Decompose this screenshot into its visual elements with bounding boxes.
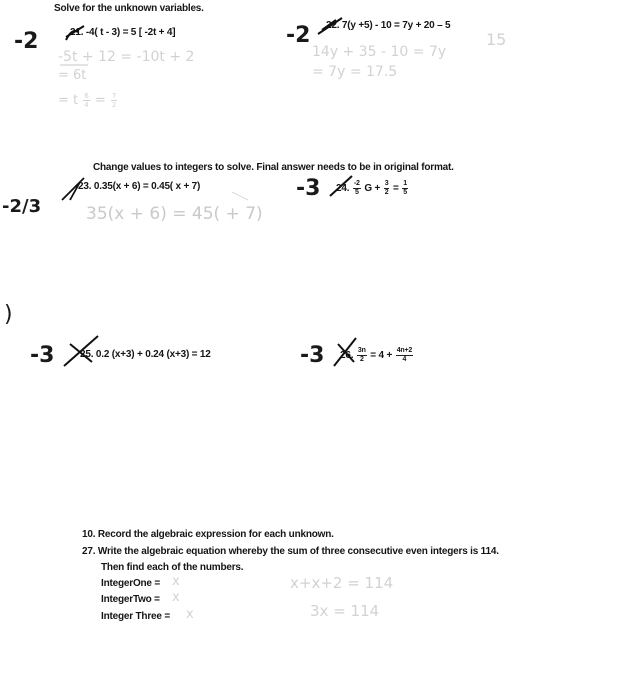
work-line: = 6t bbox=[58, 68, 87, 83]
faint-fraction: $\frac{7}{2}$ bbox=[111, 92, 117, 109]
strike-mark bbox=[330, 176, 352, 196]
fraction: $\frac{3}{2}$ bbox=[384, 180, 389, 196]
section-number: 10. bbox=[82, 529, 96, 540]
work-text: = t bbox=[58, 93, 79, 108]
work-line: = 7y = 17.5 bbox=[312, 64, 398, 80]
score-mark-23: -2/3 bbox=[2, 196, 42, 217]
fraction: $\frac{-2}{5}$ bbox=[353, 180, 360, 196]
operator: = bbox=[393, 183, 399, 195]
equation: -4( t - 3) = 5 [ -2t + 4] bbox=[85, 27, 176, 38]
score-mark-22: -2 bbox=[286, 23, 311, 48]
strike-mark bbox=[318, 18, 342, 34]
work-line: = t $\frac{6}{4}$ = $\frac{7}{2}$ bbox=[58, 92, 117, 109]
section-instruction: Change values to integers to solve. Final answer needs to be in original format. bbox=[93, 162, 454, 173]
work-line: 35(x + 6) = 45( + 7) bbox=[86, 204, 263, 224]
margin-work: 15 bbox=[486, 30, 507, 49]
faint-stroke bbox=[232, 192, 248, 200]
score-mark-21: -2 bbox=[14, 29, 39, 54]
strike-mark bbox=[62, 178, 84, 200]
integer-two-answer: x bbox=[172, 590, 180, 605]
faint-work: x+x+2 = 114 bbox=[290, 574, 394, 592]
fraction: $\frac{3n}{2}$ bbox=[357, 347, 366, 363]
fraction: $\frac{4n+2}{4}$ bbox=[396, 347, 413, 363]
problem-number: 25. bbox=[80, 349, 94, 360]
equation-middle: = 4 + bbox=[370, 350, 393, 362]
integer-two-label: IntegerTwo = bbox=[101, 594, 160, 605]
worksheet-title: Solve for the unknown variables. bbox=[54, 3, 204, 14]
faint-fraction: $\frac{6}{4}$ bbox=[84, 92, 89, 109]
equation: 7(y +5) - 10 = 7y + 20 – 5 bbox=[341, 20, 451, 31]
score-mark-26: -3 bbox=[300, 343, 325, 368]
question-27: 27. Write the algebraic equation whereby the sum of three consecutive even integers is 114. bbox=[82, 546, 499, 557]
fraction: $\frac{1}{5}$ bbox=[403, 180, 407, 196]
equation: 0.2 (x+3) + 0.24 (x+3) = 12 bbox=[95, 349, 211, 360]
problem-number: 21. bbox=[70, 27, 84, 38]
section-instruction: Record the algebraic expression for each unknown. bbox=[97, 529, 334, 540]
strike-mark bbox=[64, 336, 98, 366]
work-line: 14y + 35 - 10 = 7y bbox=[312, 44, 447, 60]
integer-three-label: Integer Three = bbox=[101, 611, 170, 622]
integer-three-answer: x bbox=[186, 607, 194, 622]
variable: G bbox=[364, 183, 372, 195]
problem-number: 24. bbox=[336, 183, 350, 195]
strike-mark bbox=[66, 26, 84, 40]
operator: + bbox=[374, 183, 381, 195]
faint-work: 3x = 114 bbox=[310, 602, 380, 620]
problem-number: 26. bbox=[340, 350, 354, 362]
equation: 0.35(x + 6) = 0.45( x + 7) bbox=[93, 181, 201, 192]
integer-one-answer: x bbox=[172, 574, 180, 589]
problem-number: 23. bbox=[78, 181, 92, 192]
strike-mark bbox=[334, 338, 356, 366]
integer-one-label: IntegerOne = bbox=[101, 578, 161, 589]
score-mark-24: -3 bbox=[296, 176, 321, 201]
margin-mark: ) bbox=[4, 302, 13, 327]
work-line: -5t + 12 = -10t + 2 bbox=[58, 49, 195, 65]
question-27-continued: Then find each of the numbers. bbox=[101, 562, 244, 573]
score-mark-25: -3 bbox=[30, 343, 55, 368]
problem-number: 22. bbox=[326, 20, 340, 31]
